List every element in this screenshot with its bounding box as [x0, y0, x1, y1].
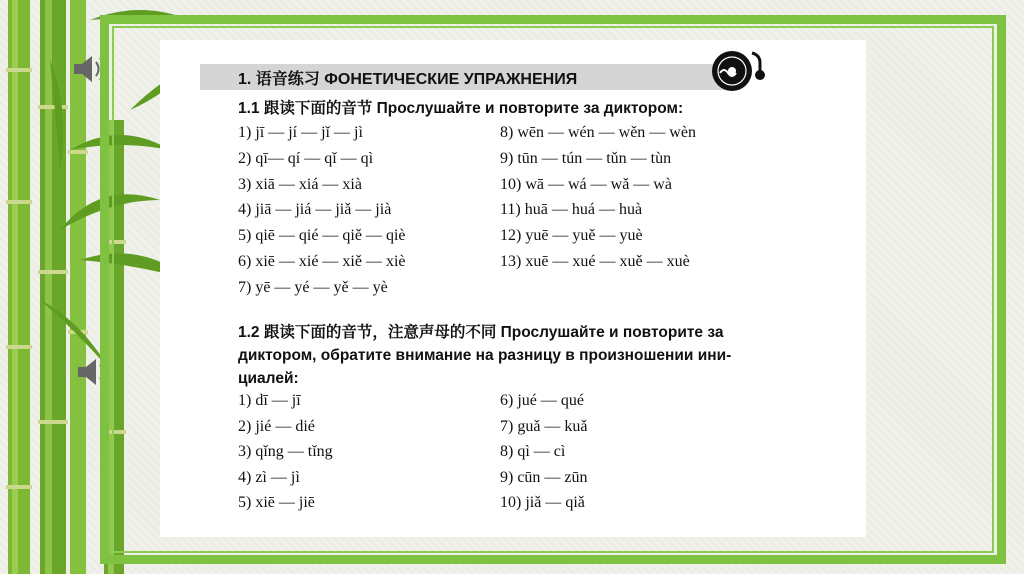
syllable-item: 3) xiā — xiá — xià [238, 175, 362, 193]
syllable-item: 2) jié — dié [238, 417, 315, 435]
syllable-item: 9) cūn — zūn [500, 468, 588, 486]
syllable-item: 13) xuē — xué — xuě — xuè [500, 253, 690, 270]
section-title: 1. 语音练习 ФОНЕТИЧЕСКИЕ УПРАЖНЕНИЯ [238, 71, 578, 88]
exercise-1-2-heading-line2: диктором, обратите внимание на разницу в произношении ини- [238, 347, 732, 364]
exercise-sheet [160, 40, 866, 537]
syllable-item: 3) qǐng — tǐng [238, 443, 333, 460]
syllable-item: 5) qiē — qié — qiě — qiè [238, 227, 406, 245]
syllable-item: 12) yuē — yuě — yuè [500, 227, 643, 245]
exercise-1-2-heading-line1: 1.2 跟读下面的音节，注意声母的不同 Прослушайте и повторите за [238, 324, 724, 341]
syllable-item: 7) yē — yé — yě — yè [238, 278, 388, 296]
syllable-item: 4) zì — jì [238, 468, 300, 486]
syllable-item: 9) tūn — tún — tǔn — tùn [500, 149, 672, 167]
syllable-item: 10) jiǎ — qiǎ [500, 494, 585, 511]
syllable-item: 5) xiē — jiē [238, 494, 315, 511]
syllable-item: 6) jué — qué [500, 392, 584, 409]
syllable-item: 2) qī— qí — qǐ — qì [238, 149, 374, 167]
exercise-1-2-heading-line3: циалей: [238, 370, 299, 387]
syllable-item: 4) jiā — jiá — jiǎ — jià [238, 201, 392, 219]
syllable-item: 6) xiē — xié — xiě — xiè [238, 253, 406, 270]
exercise-1-1-heading: 1.1 跟读下面的音节 Прослушайте и повторите за диктором: [238, 100, 684, 117]
syllable-item: 1) dī — jī [238, 392, 301, 409]
syllable-item: 11) huā — huá — huà [500, 201, 643, 219]
syllable-item: 10) wā — wá — wǎ — wà [500, 175, 672, 193]
syllable-item: 7) guǎ — kuǎ [500, 417, 588, 435]
syllable-item: 1) jī — jí — jǐ — jì [238, 124, 363, 141]
audio-disc-icon [708, 43, 772, 93]
syllable-item: 8) qì — cì [500, 443, 566, 460]
syllable-item: 8) wēn — wén — wěn — wèn [500, 124, 696, 141]
